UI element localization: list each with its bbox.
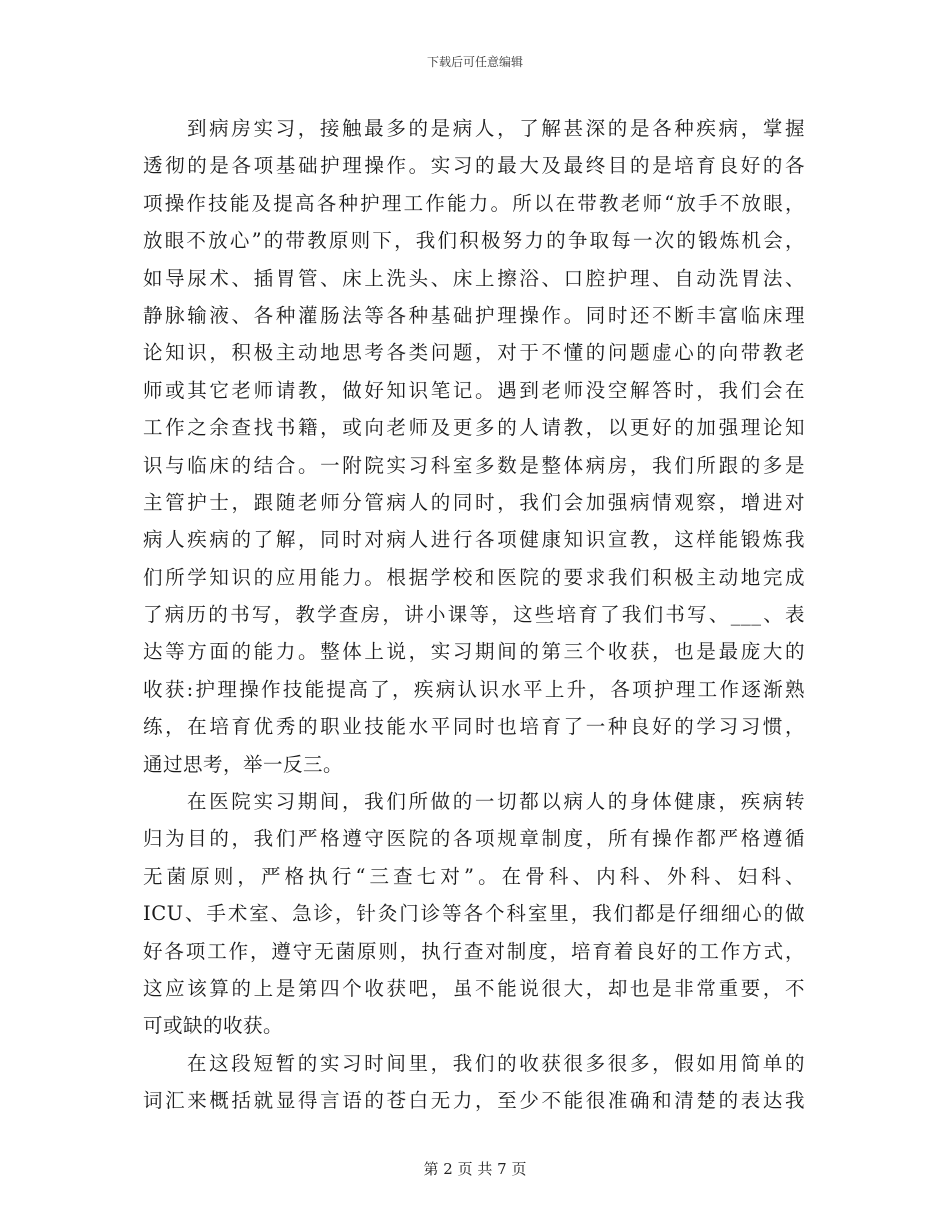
text-line: 练，在培育优秀的职业技能水平同时也培育了一种良好的学习习惯， bbox=[143, 715, 805, 739]
text-line: 这应该算的上是第四个收获吧，虽不能说很大，却也是非常重要，不 bbox=[143, 976, 805, 1000]
text-line: 工作之余查找书籍，或向老师及更多的人请教，以更好的加强理论知 bbox=[143, 416, 805, 440]
text-line: 如导尿术、插胃管、床上洗头、床上擦浴、口腔护理、自动洗胃法、 bbox=[143, 266, 805, 290]
text-line: 词汇来概括就显得言语的苍白无力，至少不能很准确和清楚的表达我 bbox=[143, 1089, 805, 1113]
text-line: 在医院实习期间，我们所做的一切都以病人的身体健康，疾病转 bbox=[187, 790, 805, 814]
paragraph bbox=[143, 783, 805, 1045]
text-line: 到病房实习，接触最多的是病人，了解甚深的是各种疾病，掌握 bbox=[187, 117, 805, 140]
text-line: 可或缺的收获。 bbox=[143, 1014, 284, 1038]
text-line: ICU、手术室、急诊，针灸门诊等各个科室里，我们都是仔细细心的做 bbox=[143, 902, 805, 926]
text-line: 论知识，积极主动地思考各类问题，对于不懂的问题虚心的向带教老 bbox=[143, 341, 805, 365]
text-line: 静脉输液、各种灌肠法等各种基础护理操作。同时还不断丰富临床理 bbox=[143, 303, 805, 327]
text-line: 收获:护理操作技能提高了，疾病认识水平上升，各项护理工作逐渐熟 bbox=[143, 677, 805, 701]
document-body bbox=[143, 110, 805, 1120]
text-line: 了病历的书写，教学查房，讲小课等，这些培育了我们书写、___、表 bbox=[143, 603, 805, 627]
text-line: 通过思考，举一反三。 bbox=[143, 752, 344, 776]
text-line: 透彻的是各项基础护理操作。实习的最大及最终目的是培育良好的各 bbox=[143, 154, 805, 178]
text-line: 无菌原则，严格执行“三查七对”。在骨科、内科、外科、妇科、 bbox=[143, 864, 805, 888]
text-line: 好各项工作，遵守无菌原则，执行查对制度，培育着良好的工作方式， bbox=[143, 939, 805, 963]
text-line: 在这段短暂的实习时间里，我们的收获很多很多，假如用简单的 bbox=[187, 1051, 805, 1075]
text-line: 病人疾病的了解，同时对病人进行各项健康知识宣教，这样能锻炼我 bbox=[143, 528, 805, 552]
text-line: 项操作技能及提高各种护理工作能力。所以在带教老师“放手不放眼， bbox=[143, 191, 805, 215]
text-line: 识与临床的结合。一附院实习科室多数是整体病房，我们所跟的多是 bbox=[143, 453, 805, 477]
text-line: 主管护士，跟随老师分管病人的同时，我们会加强病情观察，增进对 bbox=[143, 490, 805, 514]
page-header: 下载后可任意编辑 bbox=[426, 55, 523, 69]
text-line: 师或其它老师请教，做好知识笔记。遇到老师没空解答时，我们会在 bbox=[143, 378, 805, 402]
text-line: 们所学知识的应用能力。根据学校和医院的要求我们积极主动地完成 bbox=[143, 565, 805, 589]
paragraph bbox=[143, 110, 805, 783]
paragraph bbox=[143, 1045, 805, 1120]
text-line: 达等方面的能力。整体上说，实习期间的第三个收获，也是最庞大的 bbox=[143, 640, 805, 664]
page-footer: 第 2 页 共 7 页 bbox=[423, 1160, 527, 1178]
text-line: 归为目的，我们严格遵守医院的各项规章制度，所有操作都严格遵循 bbox=[143, 827, 805, 851]
text-line: 放眼不放心”的带教原则下，我们积极努力的争取每一次的锻炼机会， bbox=[143, 229, 805, 253]
